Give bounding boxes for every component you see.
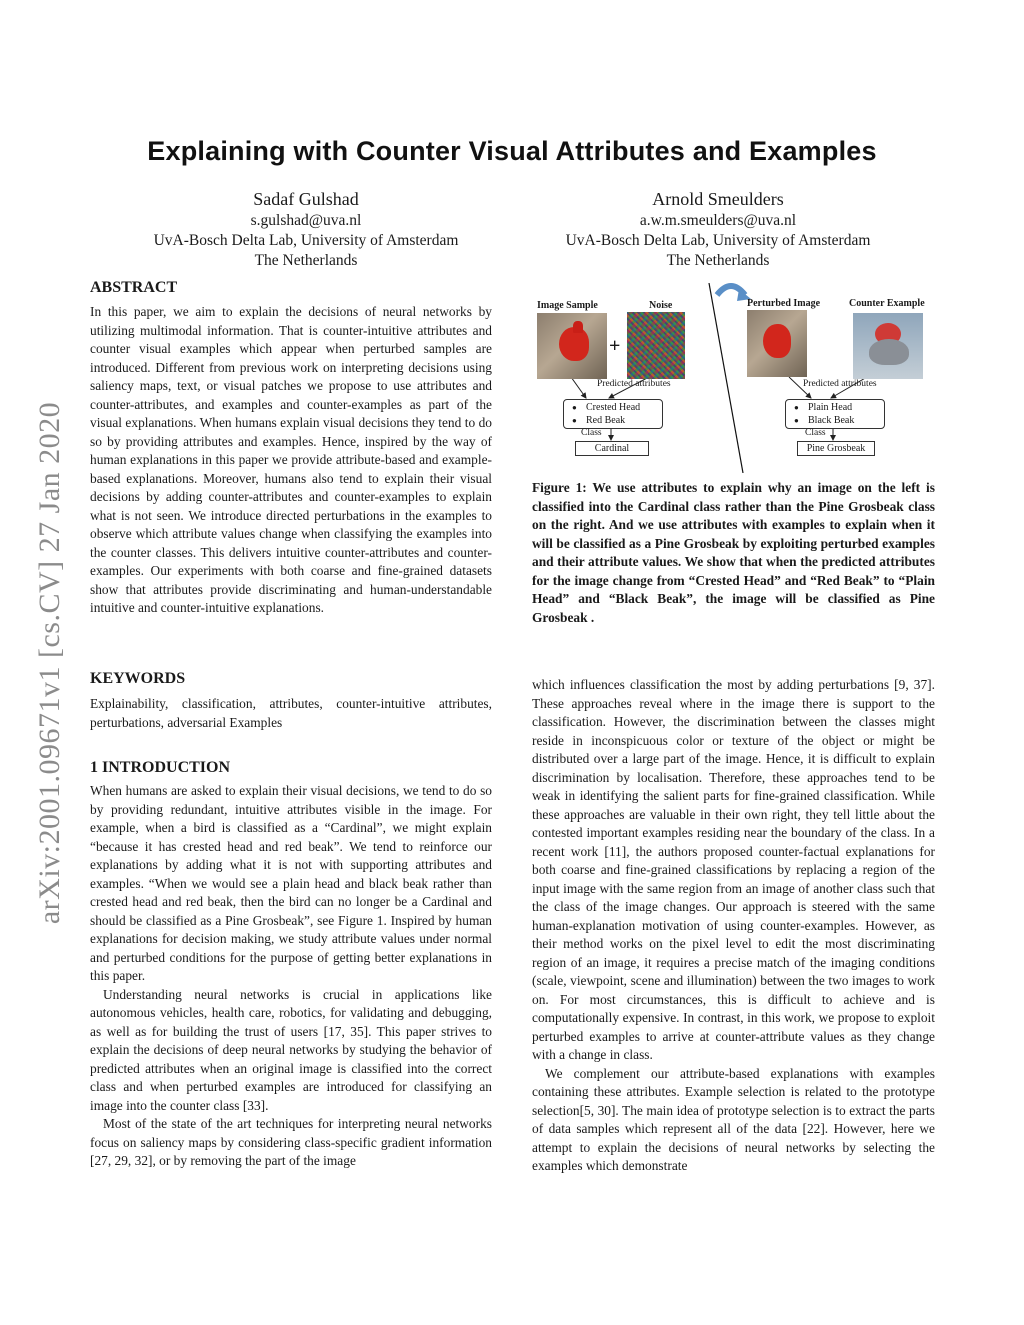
introduction-text [90,782,492,1171]
author-name: Sadaf Gulshad [253,189,359,209]
abstract-text [90,303,492,618]
author-name: Arnold Smeulders [652,189,784,209]
right-attribute-box [785,399,885,429]
author-block-2 [518,187,918,271]
figure-1-caption: Figure 1: We use attributes to explain why an image on the left is classified into the Cardinal class rather than the Pine Grosbeak class on the right. And we use attributes with examples to explain when it will be classified as a Pine Grosbeak by exploiting perturbed examples and their attribute values. We show that when the predicted attributes for the image change from “Crested Head” and “Red Beak” to “Plain Head” and “Black Beak”, the image will be classified as Pine Grosbeak . [532,480,935,625]
right-class-box: Pine Grosbeak [797,441,875,456]
predicted-attributes-label-left: Predicted attributes [597,379,671,389]
arxiv-identifier: arXiv:2001.09671v1 [cs.CV] 27 Jan 2020 [33,401,66,925]
intro-paragraph-3: Most of the state of the art techniques for interpreting neural networks focus on saliency maps by considering class-specific gradient information [27, 29, 32], or by removing the part of the image [90,1116,492,1168]
abstract-paragraph: In this paper, we aim to explain the decisions of neural networks by utilizing multimodal information. That is counter-intuitive attributes and counter visual examples which appear when perturbed samples are introduced. Different from previous work on interpreting decisions using saliency maps, text, or visual patches we propose to use attributes and counter-attributes, and examples and counter-examples as part of the visual explanations. When humans explain visual decisions they tend to do so by providing attributes and examples. Hence, inspired by the way of human explanations in this paper we provide attribute-based and example-based explanations. Moreover, humans also tend to explain their visual decisions by adding counter-attributes and counter-examples to explain what is not seen. We introduce directed perturbations in the examples to observe which attribute values change when classifying the examples into the counter classes. This delivers intuitive counter-attributes and counter-examples. Our experiments with both coarse and fine-grained datasets show that attributes provide discriminating and human-understandable intuitive and counter-intuitive explanations. [90,304,492,615]
divider-line [709,283,743,473]
perturbed-image [747,310,807,377]
author-country: The Netherlands [666,252,770,269]
class-label-left: Class [581,428,602,438]
label-perturbed-image: Perturbed Image [747,298,821,309]
right-paragraph-1: which influences classification the most by adding perturbations [9, 37]. These approaches reveal where in the image there is support to the classification. However, the discrimination between the classes might reside in inconspicuous color or texture of the object or might be distributed over a large part of the image. Hence, it is difficult to explain discrimination by localisation. Therefore, these approaches tend to be weak in identifying the salient parts for fine-grained classification. While these approaches are valuable in their own right, they tell little about the contested important examples residing near the boundary of the class. In a recent work [11], the authors proposed counter-factual explanations for both coarse and fine-grained classifications by replacing a region of the input image with the same region from an image of another class such that the class of the image changes. Our approach is steered with the same human-explanation motivation of using counter-examples. However, as their method works on the pixel level to edit the most discriminating region of an image, it requires a precise match of the imaging conditions (scale, viewpoint, scene and illumination) between the two images to work on. For most circumstances, this is difficult to achieve and is computationally expensive. In contrast, in this work, we propose to exploit perturbed examples to arrive at counter-attribute values as they change with a change in class. [532,677,935,1062]
attribute-item: ● Red Beak [568,414,658,427]
figure-1 [531,283,935,473]
author-block-1 [106,187,506,271]
author-country: The Netherlands [254,252,358,269]
attribute-item: ● Crested Head [568,401,658,414]
left-attribute-box [563,399,663,429]
author-affiliation: UvA-Bosch Delta Lab, University of Amsterdam [565,232,871,249]
left-class-box: Cardinal [575,441,649,456]
author-email: s.gulshad@uva.nl [250,212,362,229]
class-label-right: Class [805,428,826,438]
noise-image [627,312,685,379]
predicted-attributes-label-right: Predicted attributes [803,379,877,389]
attribute-item: ● Plain Head [790,401,880,414]
cardinal-image [537,313,607,379]
keywords-heading: KEYWORDS [90,670,186,687]
right-paragraph-2: We complement our attribute-based explanations with examples containing these attributes. Example selection is related to the prototype selection[5, 30]. The main idea of prototype selection is to extract the parts of data samples which represent all of the data [22]. However, here we attempt to explain the decisions of neural networks by selecting the examples which demonstrate [532,1065,935,1173]
right-column-text [532,676,935,1176]
label-image-sample: Image Sample [537,300,598,311]
intro-paragraph-1: When humans are asked to explain their visual decisions, we tend to do so by providing redundant, intuitive attributes visible in the image. For example, when a bird is classified as a “Cardinal”, we might explain “because it has crested head and red beak”. We tend to reinforce our explanations by adding what it is not with supporting attributes and examples. “When we would see a plain head and black beak rather than crested head and red beak, then the bird can no longer be a Cardinal and should be classified as a Pine Grosbeak”, see Figure 1. Inspired by human explanations for decision making, we study attribute values under normal and perturbed conditions for the purpose of getting better explanations in this paper. [90,783,492,983]
intro-paragraph-2: Understanding neural networks is crucial in applications like autonomous vehicles, health care, robotics, for validating and debugging, as well as for building the trust of users [17, 35]. This paper strives to explain the decisions of deep neural networks by studying the behavior of predicted attributes when an original image is classified into the correct class and when perturbed examples are introduced for classifying an image into the counter class [33]. [90,986,492,1113]
introduction-heading: 1 INTRODUCTION [90,759,231,776]
attribute-item: ● Black Beak [790,414,880,427]
abstract-heading: ABSTRACT [90,279,178,296]
paper-title: Explaining with Counter Visual Attributes and Examples [147,136,877,166]
plus-sign: + [609,335,621,357]
author-affiliation: UvA-Bosch Delta Lab, University of Amsterdam [153,232,459,249]
keywords-text [90,695,492,732]
label-counter-example: Counter Example [849,298,925,309]
keywords-paragraph: Explainability, classification, attributes, counter-intuitive attributes, perturbations, adversarial Examples [90,696,492,730]
pine-grosbeak-image [853,313,923,379]
author-email: a.w.m.smeulders@uva.nl [639,212,797,229]
label-noise: Noise [649,300,673,311]
